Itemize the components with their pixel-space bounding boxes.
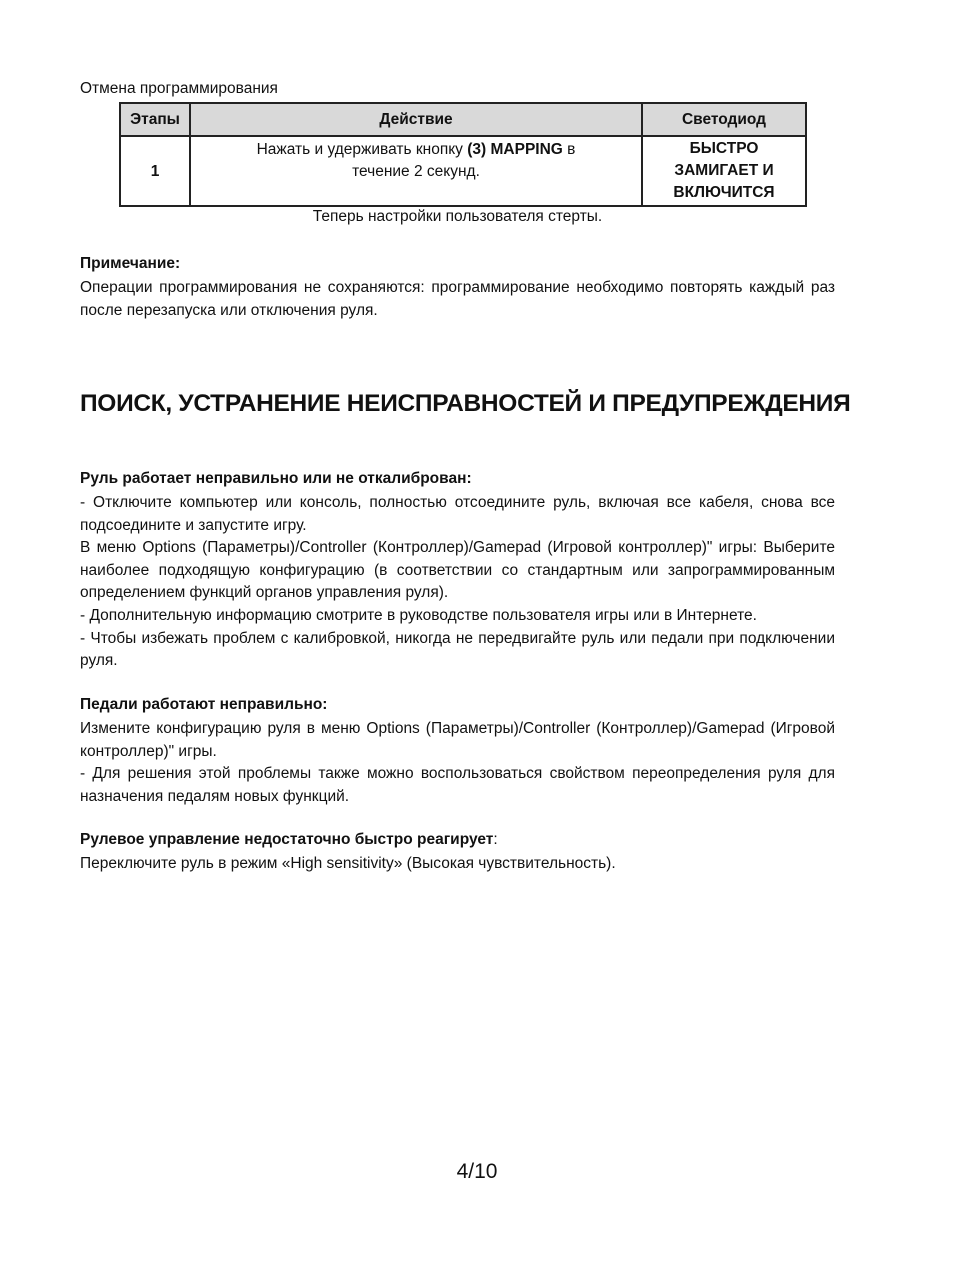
issue-heading-text: Рулевое управление недостаточно быстро реагирует: [80, 831, 494, 848]
paragraph: - Дополнительную информацию смотрите в руководстве пользователя игры или в Интернете.: [80, 606, 757, 624]
action-text-pre: Нажать и удерживать кнопку: [256, 141, 468, 158]
issue-body-steering: [80, 853, 835, 876]
mapping-button-label: (3) MAPPING: [467, 141, 563, 158]
action-cell: [190, 136, 642, 206]
led-line: ВКЛЮЧИТСЯ: [673, 184, 775, 201]
step-number: 1: [120, 136, 190, 206]
cancel-programming-table: [119, 102, 807, 207]
paragraph: Переключите руль в режим «High sensitivity» (Высокая чувствительность).: [80, 855, 616, 872]
issue-body-pedals: [80, 718, 835, 808]
table-caption: Отмена программирования: [80, 80, 278, 97]
settings-erased-text: Теперь настройки пользователя стерты.: [312, 208, 603, 225]
note-text: Операции программирования не сохраняются: программирование необходимо повторять каждый раз после перезапуска или отключения руля.: [80, 279, 835, 319]
issue-heading-suffix: :: [493, 831, 498, 848]
paragraph: - Чтобы избежать проблем с калибровкой, никогда не передвигайте руль или педали при подключении руля.: [80, 629, 835, 670]
issue-heading-text: Педали работают неправильно:: [80, 696, 328, 713]
led-line: БЫСТРО: [689, 140, 759, 157]
issue-heading-text: Руль работает неправильно или не откалиброван:: [80, 470, 472, 487]
issue-body-calibration: [80, 492, 835, 673]
issue-heading-calibration: [80, 470, 472, 488]
issue-heading-steering: [80, 831, 498, 849]
header-led: Светодиод: [642, 103, 806, 136]
paragraph: - Отключите компьютер или консоль, полностью отсоедините руль, включая все кабеля, снова все подсоедините и запустите игру.: [80, 494, 835, 534]
paragraph: В меню Options (Параметры)/Controller (Контроллер)/Gamepad (Игровой контроллер)" игры: Выберите наиболее подходящую конфигурацию (в соответствии со стандартным или запрограммированным определением функций органов управления руля).: [80, 539, 835, 602]
led-line: ЗАМИГАЕТ И: [674, 162, 774, 179]
note-heading: Примечание:: [80, 255, 181, 272]
table-row: [120, 136, 806, 206]
issue-heading-pedals: [80, 696, 327, 714]
header-steps: Этапы: [120, 103, 190, 136]
page-number: 4/10: [456, 1160, 498, 1183]
action-text-post: в: [562, 141, 576, 158]
paragraph: - Для решения этой проблемы также можно воспользоваться свойством переопределения руля для назначения педалям новых функций.: [80, 765, 835, 805]
paragraph: Измените конфигурацию руля в меню Options (Параметры)/Controller (Контроллер)/Gamepad (Игровой контроллер)" игры.: [80, 720, 835, 760]
table-header-row: [120, 103, 806, 136]
led-cell: [642, 136, 806, 206]
header-action: Действие: [190, 103, 642, 136]
action-text-line2: течение 2 секунд.: [352, 163, 480, 180]
section-title: ПОИСК, УСТРАНЕНИЕ НЕИСПРАВНОСТЕЙ И ПРЕДУПРЕЖДЕНИЯ: [80, 390, 851, 417]
